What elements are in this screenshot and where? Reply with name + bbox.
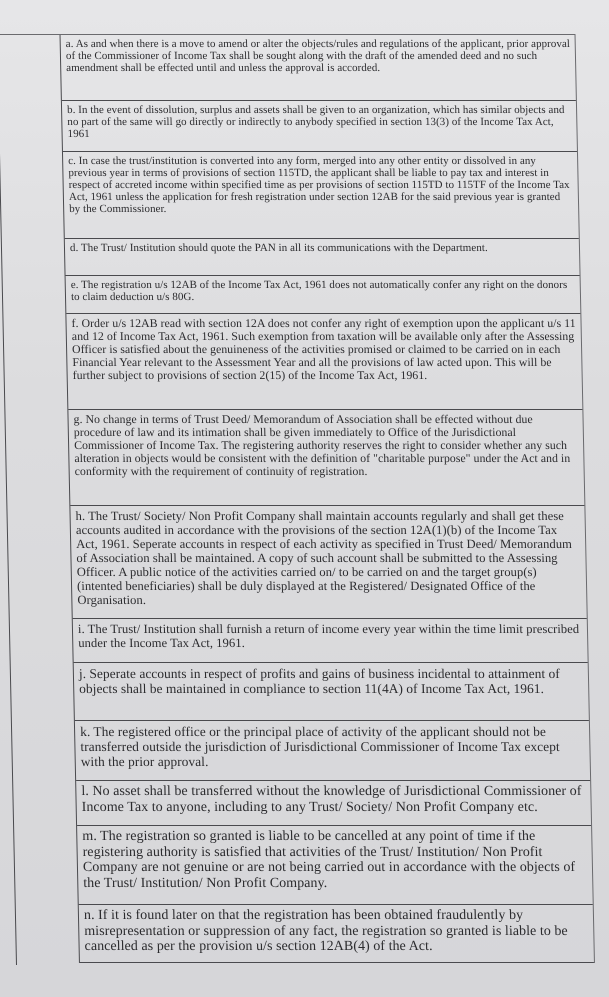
- condition-text: j. Seperate accounts in respect of profits and gains of business incidental to attainment of objects shall be maintained in compliance to section 11(4A) of Income Tax Act, 1961.: [78, 666, 561, 696]
- condition-text: b. In the event of dissolution, surplus and assets shall be given to an organization, which has similar objects and no part of the same will go directly or indirectly to anybody specified in section 13(3) of the Income Tax Act, 1961: [66, 104, 565, 140]
- condition-text: a. As and when there is a move to amend or alter the objects/rules and regulations of the applicant, prior approval of the Commissioner of Income Tax shall be sought along with the draft of the amended deed and no such amendment shall be effected until and unless the approval is accorded.: [65, 38, 571, 74]
- condition-row-i: [73, 619, 588, 663]
- condition-text: l. No asset shall be transferred without the knowledge of Jurisdictional Commissioner of Income Tax to anyone, including to any Trust/ Society/ Non Profit Company etc.: [81, 784, 582, 815]
- condition-row-e: [66, 276, 581, 314]
- condition-text: f. Order u/s 12AB read with section 12A does not confer any right of exemption upon the applicant u/s 11 and 12 of Income Tax Act, 1961. Such exemption from taxation will be available only after the Assessing Officer is satisfied about the genuineness of the activities promised or claimed to be carried on in each Financial Year relevant to the Assessment Year and all the provisions of law acted upon. This will be further subject to provisions of section 2(15) of the Income Tax Act, 1961.: [71, 316, 576, 382]
- condition-row-d: [65, 239, 580, 276]
- conditions-table: [0, 34, 595, 965]
- condition-row-a: [61, 35, 576, 101]
- condition-row-h: [70, 506, 586, 619]
- condition-row-m: [77, 826, 593, 905]
- condition-row-j: [74, 663, 589, 721]
- condition-text: m. The registration so granted is liable to be cancelled at any point of time if the registering authority is satisfied that activities of the Trust/ Institution/ Non Profit Company are not genuine or are not being carried out in accordance with the objects of the Trust/ Institution/ Non Profit Company.: [82, 829, 576, 891]
- condition-text: k. The registered office or the principal place of activity of the applicant should not be transferred outside the jurisdiction of Jurisdictional Commissioner of Income Tax except with the prior approval.: [79, 724, 560, 769]
- empty-left-column: [0, 35, 17, 965]
- condition-text: d. The Trust/ Institution should quote the PAN in all its communications with the Department.: [69, 242, 488, 254]
- condition-text: h. The Trust/ Society/ Non Profit Company shall maintain accounts regularly and shall get these accounts audited in accordance with the provisions of the section 12A(1)(b) of the Income Tax Act, 1961. Seperate accounts in respect of each activity as specified in Trust Deed/ Memorandum of Association shall be maintained. A copy of such account shall be submitted to the Assessing Officer. A public notice of the activities carried on/ to be carried on and the target group(s) (intented beneficiaries) shall be duly displayed at the Registered/ Designated Office of the Organisation.: [75, 509, 573, 607]
- condition-row-g: [68, 410, 584, 506]
- condition-row-l: [76, 781, 591, 826]
- condition-row-k: [75, 721, 590, 781]
- condition-text: c. In case the trust/institution is converted into any form, merged into any other entity or dissolved in any previous year in terms of provisions of section 115TD, the applicant shall be liable to pay tax and interest in respect of accreted income within specified time as per provisions of section 115TD to 115TF of the Income Tax Act, 1961 unless the application for fresh registration under section 12AB for the said previous year is granted by the Commissioner.: [68, 155, 570, 215]
- condition-row-c: [63, 152, 579, 239]
- condition-text: i. The Trust/ Institution shall furnish a return of income every year within the time limit prescribed under the Income Tax Act, 1961.: [77, 622, 580, 650]
- condition-text: n. If it is found later on that the registration has been obtained fraudulently by misrepresentation or suppression of any fact, the registration so granted is liable to be cancelled as per the provision u/s section 12AB(4) of the Act.: [83, 908, 568, 954]
- condition-row-n: [79, 905, 594, 963]
- condition-text: e. The registration u/s 12AB of the Income Tax Act, 1961 does not automatically confer any right on the donors to claim deduction u/s 80G.: [70, 279, 568, 303]
- condition-row-b: [62, 101, 577, 152]
- condition-row-f: [66, 314, 582, 410]
- conditions-column: [60, 35, 595, 963]
- condition-text: g. No change in terms of Trust Deed/ Memorandum of Association shall be effected without due procedure of law and its intimation shall be given immediately to Office of the Jurisdictional Commissioner of Income Tax. The registering authority reserves the right to consider whether any such alteration in objects would be consistent with the definition of "charitable purpose" under the Act and in conformity with the requirement of continuity of registration.: [73, 412, 571, 478]
